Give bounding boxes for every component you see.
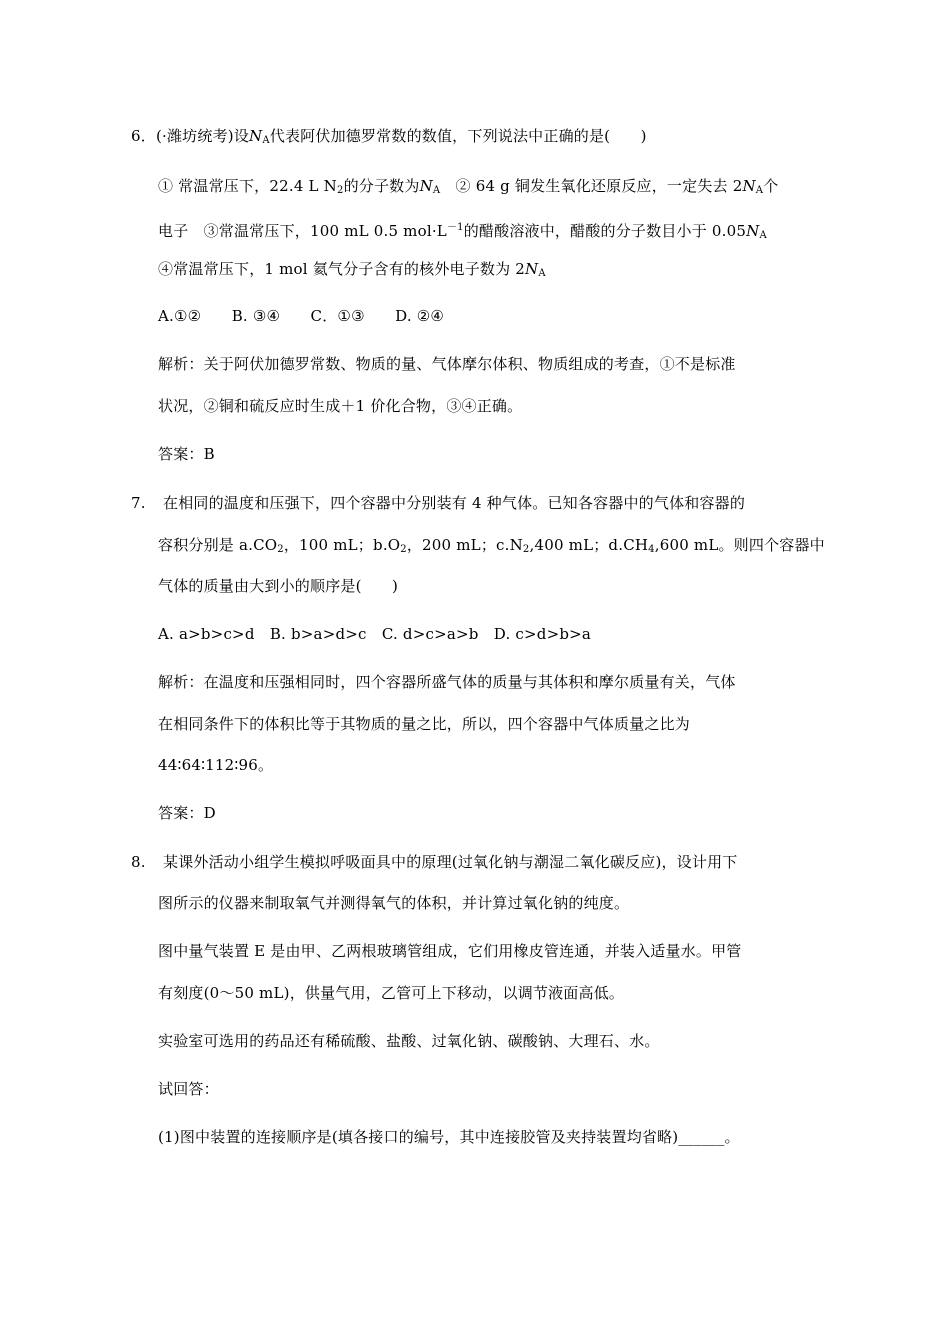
q7-stem-line-1: 在相同的温度和压强下，四个容器中分别装有 4 种气体。已知各容器中的气体和容器的 <box>163 494 746 512</box>
q6-stem-text: 代表阿伏加德罗常数的数值，下列说法中正确的是( ) <box>269 127 647 145</box>
text: 电子 ③常温常压下，100 mL 0.5 mol·L <box>158 222 447 240</box>
subscript: 2 <box>400 544 407 555</box>
superscript: －1 <box>446 222 464 233</box>
q7-answer: 答案：D <box>158 804 216 822</box>
q6-na-symbol: N <box>249 127 263 145</box>
q6-dot: · <box>162 127 167 145</box>
q7-number: 7. <box>131 494 146 512</box>
q7-stem-line-3: 气体的质量由大到小的顺序是( ) <box>158 577 399 595</box>
text: 的分子数为 <box>343 177 420 195</box>
q6-analysis-line-2: 状况，②铜和硫反应时生成＋1 价化合物，③④正确。 <box>158 397 523 415</box>
text: ④常温常压下，1 mol 氦气分子含有的核外电子数为 2 <box>158 260 526 278</box>
na-symbol: N <box>525 260 539 278</box>
q6-source: 潍坊统考)设 <box>166 127 250 145</box>
q8-paragraph-2-line-1: 图中量气装置 E 是由甲、乙两根玻璃管组成，它们用橡皮管连通，并装入适量水。甲管 <box>158 942 742 960</box>
q7-analysis-line-3: 44∶64∶112∶96。 <box>158 756 274 774</box>
q6-stem <box>131 126 647 151</box>
subscript: A <box>538 268 546 279</box>
q6-statement-line-3 <box>158 259 546 284</box>
q7-stem-line-2 <box>158 535 825 560</box>
text: ② 64 g 铜发生氧化还原反应，一定失去 2 <box>440 177 743 195</box>
q8-stem-line-2: 图所示的仪器来制取氧气并测得氧气的体积，并计算过氧化钠的纯度。 <box>158 894 630 912</box>
subscript: 2 <box>277 544 284 555</box>
text: ，100 mL；b.O <box>283 536 401 554</box>
q7-analysis-line-1: 解析：在温度和压强相同时，四个容器所盛气体的质量与其体积和摩尔质量有关，气体 <box>158 673 736 691</box>
text: 个 <box>763 177 779 195</box>
q8-paragraph-3: 实验室可选用的药品还有稀硫酸、盐酸、过氧化钠、碳酸钠、大理石、水。 <box>158 1032 660 1050</box>
na-symbol: N <box>746 222 760 240</box>
q6-statement-line-2 <box>158 218 767 246</box>
q6-na-sub: A <box>262 135 270 146</box>
text: 容积分别是 a.CO <box>158 536 278 554</box>
q6-options: A.①② B. ③④ C．①③ D. ②④ <box>158 307 445 325</box>
text: ，200 mL；c.N <box>406 536 523 554</box>
subscript: A <box>432 185 441 196</box>
na-symbol: N <box>419 177 433 195</box>
text: ,600 mL。则四个容器中 <box>654 536 825 554</box>
subscript: 2 <box>337 185 344 196</box>
subscript: 4 <box>648 544 655 555</box>
q7-options: A. a>b>c>d B. b>a>d>c C. d>c>a>b D. c>d>b>a <box>158 625 592 643</box>
text: ① 常温常压下，22.4 L N <box>158 177 337 195</box>
q6-number: 6．( <box>131 127 162 145</box>
q8-paragraph-4: 试回答： <box>158 1080 219 1098</box>
q6-statement-line-1 <box>158 176 778 201</box>
q6-analysis-line-1: 解析：关于阿伏加德罗常数、物质的量、气体摩尔体积、物质组成的考查，①不是标准 <box>158 355 736 373</box>
subscript: 2 <box>522 544 530 555</box>
subscript: A <box>755 185 764 196</box>
subscript: A <box>759 230 767 241</box>
q8-sub-question-1: (1)图中装置的连接顺序是(填各接口的编号，其中连接胶管及夹持装置均省略)______。 <box>158 1128 740 1146</box>
q8-paragraph-2-line-2: 有刻度(0～50 mL)，供量气用，乙管可上下移动，以调节液面高低。 <box>158 984 625 1002</box>
q6-answer: 答案：B <box>158 445 215 463</box>
text: ,400 mL；d.CH <box>529 536 649 554</box>
q8-stem-line-1: 某课外活动小组学生模拟呼吸面具中的原理(过氧化钠与潮湿二氧化碳反应)，设计用下 <box>163 853 738 871</box>
na-symbol: N <box>742 177 756 195</box>
q7-analysis-line-2: 在相同条件下的体积比等于其物质的量之比，所以，四个容器中气体质量之比为 <box>158 715 691 733</box>
text: 的醋酸溶液中，醋酸的分子数目小于 0.05 <box>463 222 747 240</box>
q8-number: 8. <box>131 853 146 871</box>
